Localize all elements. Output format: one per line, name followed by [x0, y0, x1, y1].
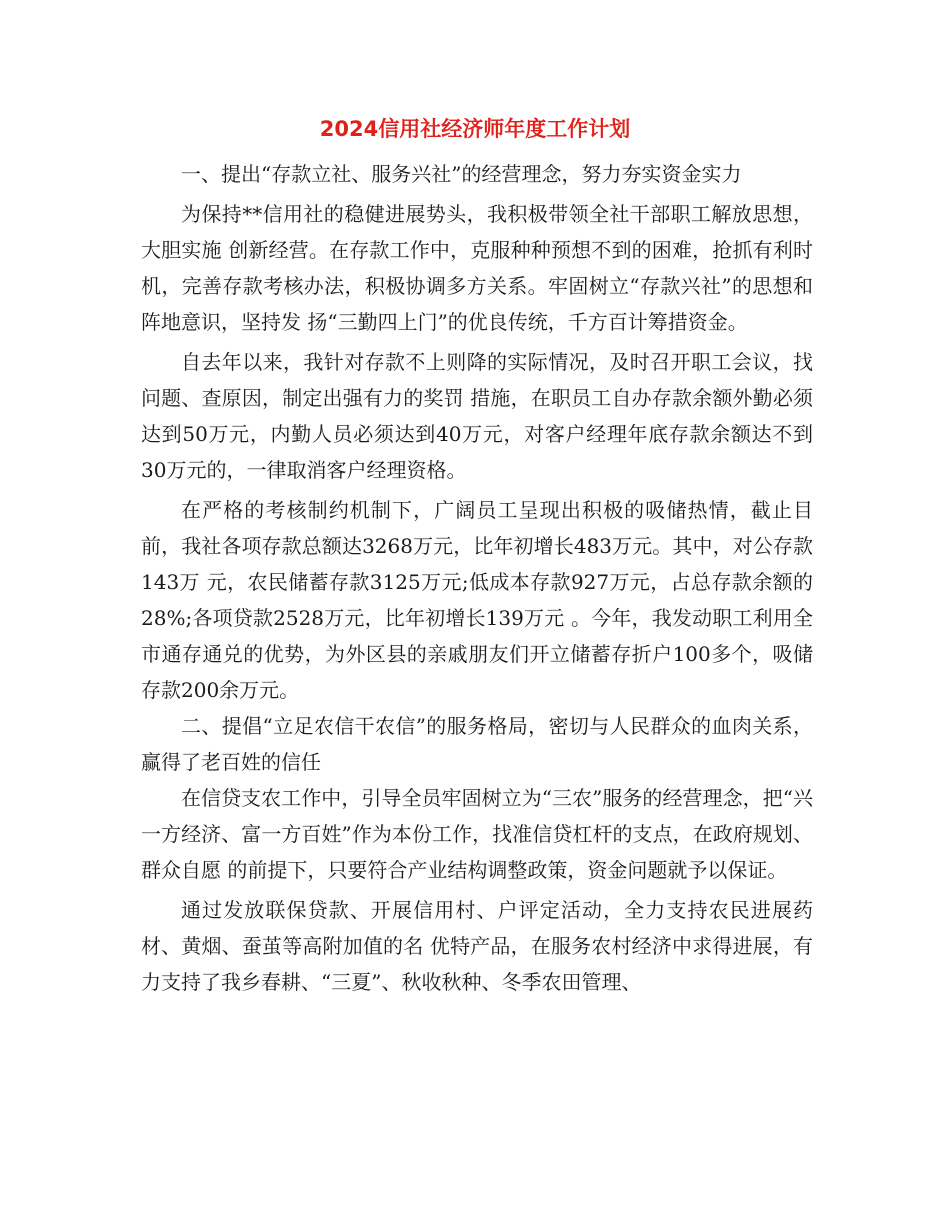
section-heading-2: 二、提倡“立足农信干农信”的服务格局，密切与人民群众的血肉关系，赢得了老百姓的信任 [141, 714, 813, 774]
body-paragraph: 通过发放联保贷款、开展信用村、户评定活动，全力支持农民进展药材、黄烟、蚕茧等高附加值的名 优特产品，在服务农村经济中求得进展，有力支持了我乡春耕、“三夏”、秋收秋种、冬季农田管理、 [141, 898, 813, 994]
body-paragraph: 在信贷支农工作中，引导全员牢固树立为“三农”服务的经营理念，把“兴一方经济、富一方百姓”作为本份工作，找准信贷杠杆的支点，在政府规划、群众自愿 的前提下，只要符合产业结构调整政策，资金问题就予以保证。 [141, 786, 813, 882]
section-heading-1: 一、提出“存款立社、服务兴社”的经营理念，努力夯实资金实力 [181, 162, 742, 186]
body-paragraph: 为保持**信用社的稳健进展势头，我积极带领全社干部职工解放思想，大胆实施 创新经营。在存款工作中，克服种种预想不到的困难，抢抓有利时机，完善存款考核办法，积极协调多方关系。牢固树立“存款兴社”的思想和阵地意识，坚持发 扬“三勤四上门”的优良传统，千方百计筹措资金。 [141, 202, 813, 334]
document-title: 2024信用社经济师年度工作计划 [319, 117, 631, 141]
document-body [141, 156, 813, 1000]
body-paragraph: 自去年以来，我针对存款不上则降的实际情况，及时召开职工会议，找问题、查原因，制定出强有力的奖罚 措施，在职员工自办存款余额外勤必须达到50万元，内勤人员必须达到40万元，对客户经理年底存款余额达不到30万元的，一律取消客户经理资格。 [141, 350, 813, 482]
body-paragraph: 在严格的考核制约机制下，广阔员工呈现出积极的吸储热情，截止目前，我社各项存款总额达3268万元，比年初增长483万元。其中，对公存款143万 元，农民储蓄存款3125万元;低成本存款927万元，占总存款余额的28%;各项贷款2528万元，比年初增长139万元 。今年，我发动职工利用全市通存通兑的优势，为外区县的亲戚朋友们开立储蓄存折户100多个，吸储存款200余万元。 [141, 498, 813, 702]
